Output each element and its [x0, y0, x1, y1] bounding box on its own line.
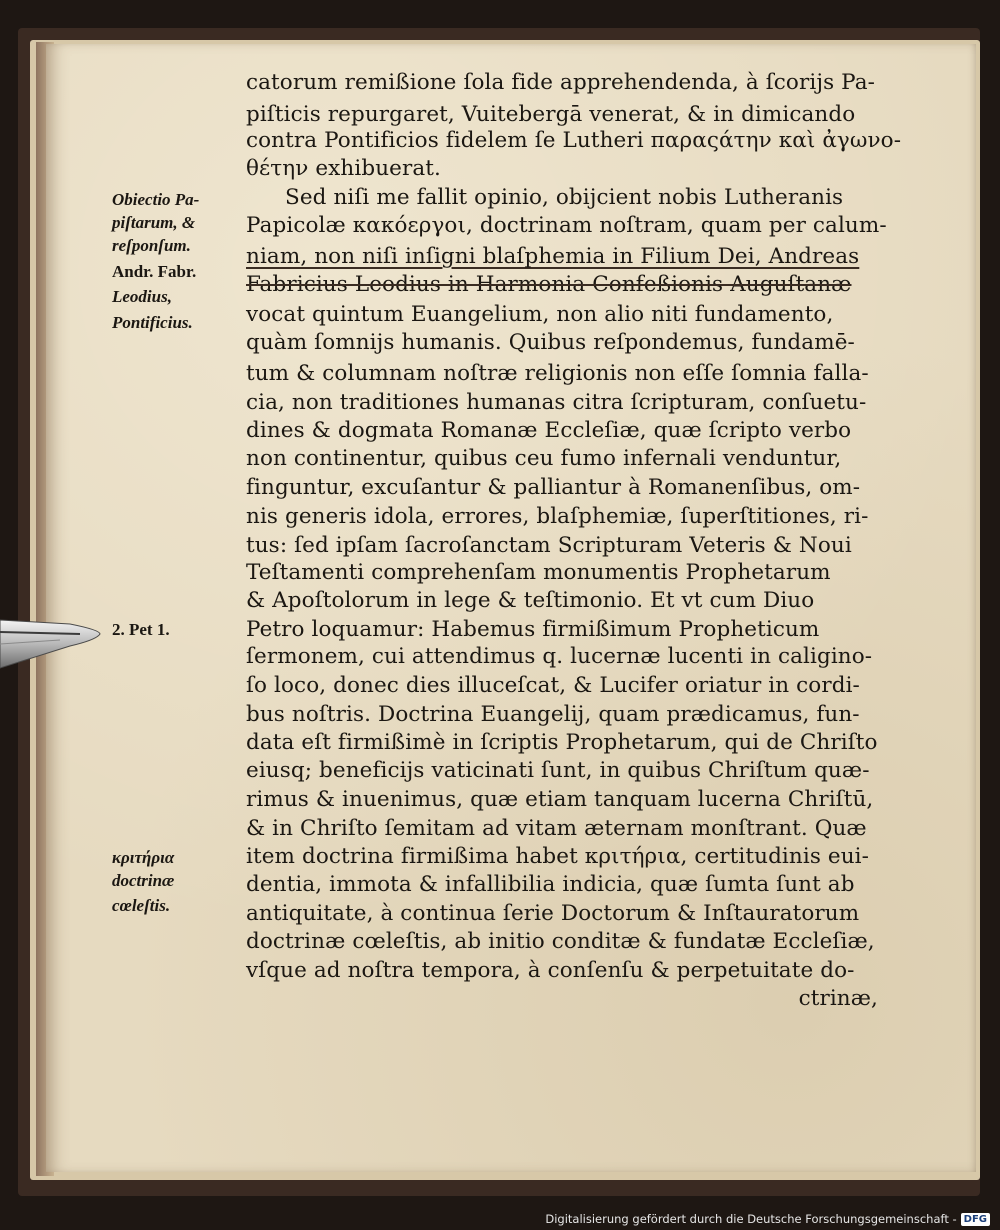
text-line: vſque ad noſtra tempora, à conſenſu & perpetuitate do- — [246, 958, 855, 983]
dfg-logo: DFG — [961, 1213, 990, 1226]
text-line: eiusq; beneficijs vaticinati ſunt, in quibus Chriſtum quæ- — [246, 758, 870, 783]
margin-note-objectio-1: Obiectio Pa- — [112, 190, 200, 209]
text-line: cia, non traditiones humanas citra ſcripturam, conſuetu- — [246, 390, 867, 415]
text-line: Petro loquamur: Habemus firmißimum Propheticum — [246, 617, 820, 642]
catchword: ctrinæ, — [798, 986, 878, 1011]
margin-note-petrus: 2. Pet 1. — [112, 620, 170, 639]
text-line: non continentur, quibus ceu fumo infernali venduntur, — [246, 446, 842, 471]
text-line: dentia, immota & infallibilia indicia, quæ ſumta ſunt ab — [246, 872, 855, 897]
text-line: Papicolæ κακόεργοι, doctrinam noſtram, quam per calum- — [246, 213, 887, 238]
text-line: ſermonem, cui attendimus q. lucernæ lucenti in caligino- — [246, 644, 873, 669]
digitization-footer — [545, 1212, 990, 1226]
margin-note-kriteria-3: cœleſtis. — [112, 896, 171, 915]
text-line: Teſtamenti comprehenſam monumentis Prophetarum — [246, 560, 831, 585]
text-line: tum & columnam noſtræ religionis non eſſe ſomnia falla- — [246, 361, 869, 386]
text-line: bus noſtris. Doctrina Euangelij, quam prædicamus, fun- — [246, 702, 860, 727]
text-line: vocat quintum Euangelium, non alio niti fundamento, — [246, 302, 834, 327]
text-line: data eſt firmißimè in ſcriptis Prophetarum, qui de Chriſto — [246, 730, 878, 755]
text-line: catorum remißione ſola fide apprehendenda, à ſcorijs Pa- — [246, 70, 876, 95]
text-line: Sed niſi me fallit opinio, obijcient nobis Lutheranis — [285, 185, 844, 210]
text-line: rimus & inuenimus, quæ etiam tanquam lucerna Chriſtū, — [246, 787, 874, 812]
text-line: item doctrina firmißima habet κριτήρια, certitudinis eui- — [246, 844, 870, 869]
text-line: niam, non niſi inſigni blaſphemia in Filium Dei, Andreas — [246, 244, 860, 269]
text-line: dines & dogmata Romanæ Eccleſiæ, quæ ſcripto verbo — [246, 418, 852, 443]
text-line: tus: ſed ipſam ſacroſanctam Scripturam Veteris & Noui — [246, 533, 852, 558]
text-line: ſo loco, donec dies illuceſcat, & Lucifer oriatur in cordi- — [246, 673, 860, 698]
text-line: contra Pontificios fidelem ſe Lutheri παραςάτην καὶ ἀγωνο- — [246, 128, 902, 153]
text-line: antiquitate, à continua ſerie Doctorum & Inſtauratorum — [246, 901, 860, 926]
text-line: quàm ſomnijs humanis. Quibus reſpondemus, fundamē- — [246, 330, 855, 355]
text-line: & in Chriſto ſemitam ad vitam æternam monſtrant. Quæ — [246, 816, 867, 841]
text-line: doctrinæ cœleſtis, ab initio conditæ & fundatæ Eccleſiæ, — [246, 929, 875, 954]
text-line: nis generis idola, errores, blaſphemiæ, ſuperſtitiones, ri- — [246, 504, 869, 529]
text-line: finguntur, excuſantur & palliantur à Romanenſibus, om- — [246, 475, 861, 500]
text-line: & Apoſtolorum in lege & teſtimonio. Et vt cum Diuo — [246, 588, 815, 613]
margin-note-fabricius-2: Leodius, — [112, 287, 172, 306]
margin-note-kriteria-2: doctrinæ — [112, 871, 175, 890]
margin-note-kriteria-1: κριτήρια — [112, 848, 175, 867]
margin-note-objectio-2: piſtarum, & — [112, 213, 196, 232]
margin-note-objectio-3: reſponſum. — [112, 236, 191, 255]
footer-text: Digitalisierung gefördert durch die Deutsche Forschungsgemeinschaft - — [545, 1212, 957, 1226]
text-line: Fabricius Leodius in Harmonia Confeßionis Auguſtanæ — [246, 272, 852, 297]
text-line: piſticis repurgaret, Vuitebergā venerat, & in dimicando — [246, 102, 856, 127]
margin-note-fabricius-3: Pontificius. — [112, 313, 193, 332]
margin-note-fabricius-1: Andr. Fabr. — [112, 262, 197, 281]
pen-icon — [0, 598, 110, 678]
text-line: θέτην exhibuerat. — [246, 156, 441, 181]
